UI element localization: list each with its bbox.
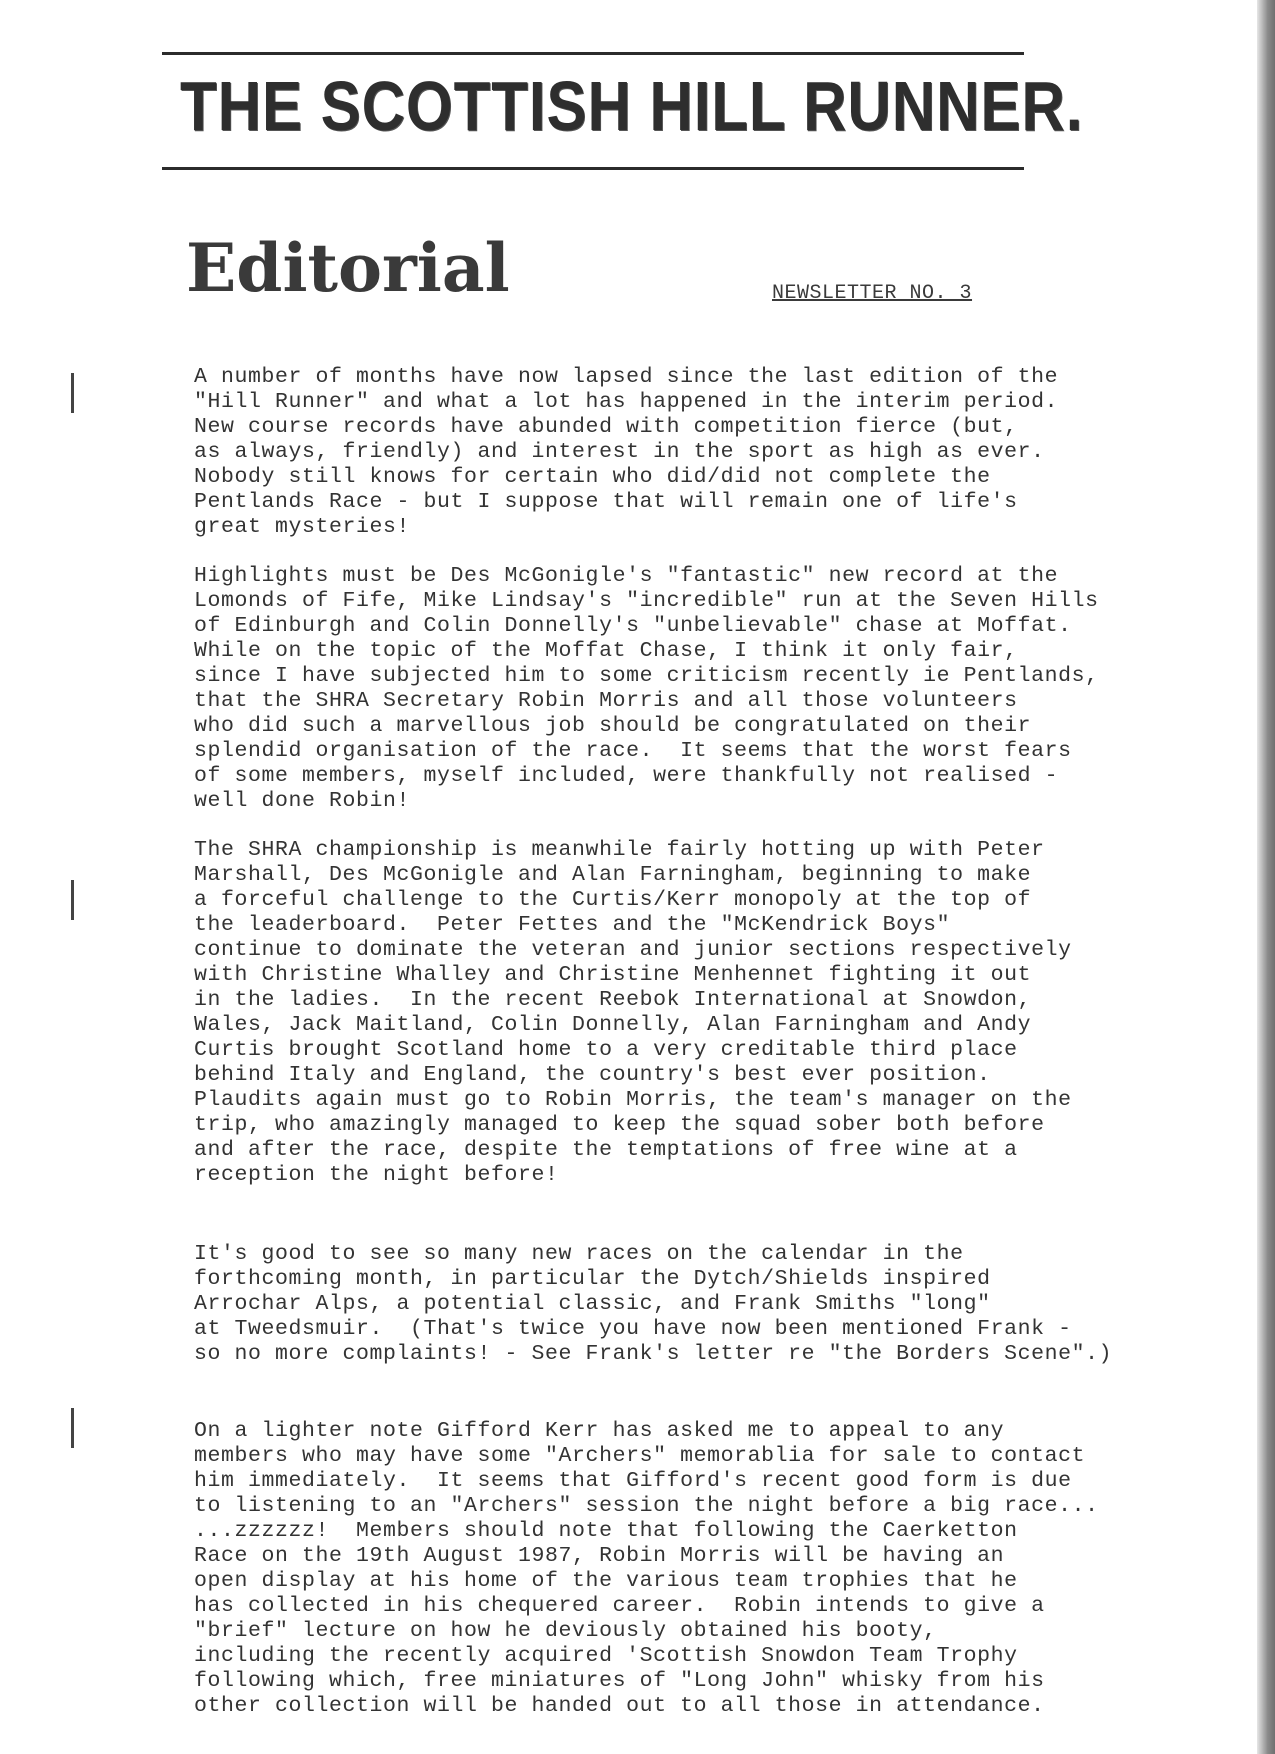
- text-line: well done Robin!: [194, 789, 411, 813]
- text-line: Plaudits again must go to Robin Morris, the team's manager on the: [194, 1088, 1072, 1112]
- text-line: New course records have abunded with competition fierce (but,: [194, 415, 1018, 439]
- text-line: who did such a marvellous job should be congratulated on their: [194, 714, 1032, 738]
- text-line: Curtis brought Scotland home to a very creditable third place: [194, 1038, 1018, 1062]
- text-line: Wales, Jack Maitland, Colin Donnelly, Alan Farningham and Andy: [194, 1013, 1032, 1037]
- text-line: the leaderboard. Peter Fettes and the "McKendrick Boys": [194, 913, 951, 937]
- text-line: that the SHRA Secretary Robin Morris and all those volunteers: [194, 689, 1018, 713]
- text-line: him immediately. It seems that Gifford's recent good form is due: [194, 1469, 1072, 1493]
- margin-mark: [71, 373, 74, 413]
- newsletter-number: NEWSLETTER NO. 3: [772, 282, 973, 305]
- text-line: of Edinburgh and Colin Donnelly's "unbelievable" chase at Moffat.: [194, 614, 1072, 638]
- text-line: since I have subjected him to some criticism recently ie Pentlands,: [194, 664, 1099, 688]
- text-line: A number of months have now lapsed since the last edition of the: [194, 365, 1059, 389]
- text-line: Pentlands Race - but I suppose that will remain one of life's: [194, 490, 1018, 514]
- text-line: so no more complaints! - See Frank's letter re "the Borders Scene".): [194, 1342, 1113, 1366]
- paragraph-lighter-note: [194, 1419, 1099, 1719]
- text-line: trip, who amazingly managed to keep the squad sober both before: [194, 1113, 1045, 1137]
- text-line: "Hill Runner" and what a lot has happened in the interim period.: [194, 390, 1059, 414]
- text-line: splendid organisation of the race. It seems that the worst fears: [194, 739, 1072, 763]
- paragraph-new-races: [194, 1242, 1112, 1367]
- text-line: open display at his home of the various team trophies that he: [194, 1569, 1018, 1593]
- margin-mark: [71, 880, 74, 920]
- text-line: "brief" lecture on how he deviously obtained his booty,: [194, 1619, 937, 1643]
- text-line: Lomonds of Fife, Mike Lindsay's "incredible" run at the Seven Hills: [194, 589, 1099, 613]
- text-line: Highlights must be Des McGonigle's "fantastic" new record at the: [194, 564, 1059, 588]
- text-line: Nobody still knows for certain who did/did not complete the: [194, 465, 991, 489]
- text-line: other collection will be handed out to all those in attendance.: [194, 1694, 1045, 1718]
- text-line: and after the race, despite the temptations of free wine at a: [194, 1138, 1018, 1162]
- masthead-bottom-rule: [162, 167, 1024, 170]
- text-line: of some members, myself included, were thankfully not realised -: [194, 764, 1059, 788]
- paragraph-championship: [194, 838, 1072, 1188]
- text-line: great mysteries!: [194, 515, 411, 539]
- text-line: as always, friendly) and interest in the sport as high as ever.: [194, 440, 1045, 464]
- paragraph-intro: [194, 365, 1058, 540]
- text-line: The SHRA championship is meanwhile fairly hotting up with Peter: [194, 838, 1045, 862]
- text-line: including the recently acquired 'Scottish Snowdon Team Trophy: [194, 1644, 1018, 1668]
- masthead-title: THE SCOTTISH HILL RUNNER.: [180, 67, 1084, 145]
- text-line: behind Italy and England, the country's best ever position.: [194, 1063, 991, 1087]
- text-line: On a lighter note Gifford Kerr has asked me to appeal to any: [194, 1419, 1005, 1443]
- text-line: forthcoming month, in particular the Dytch/Shields inspired: [194, 1267, 991, 1291]
- text-line: While on the topic of the Moffat Chase, I think it only fair,: [194, 639, 1018, 663]
- text-line: a forceful challenge to the Curtis/Kerr monopoly at the top of: [194, 888, 1032, 912]
- text-line: ...zzzzzz! Members should note that following the Caerketton: [194, 1519, 1018, 1543]
- text-line: following which, free miniatures of "Long John" whisky from his: [194, 1669, 1045, 1693]
- text-line: Arrochar Alps, a potential classic, and Frank Smiths "long": [194, 1292, 991, 1316]
- text-line: It's good to see so many new races on the calendar in the: [194, 1242, 964, 1266]
- page-edge-shadow: [1257, 0, 1275, 1754]
- text-line: has collected in his chequered career. Robin intends to give a: [194, 1594, 1045, 1618]
- margin-mark: [71, 1408, 74, 1448]
- text-line: at Tweedsmuir. (That's twice you have now been mentioned Frank -: [194, 1317, 1072, 1341]
- text-line: in the ladies. In the recent Reebok International at Snowdon,: [194, 988, 1032, 1012]
- text-line: to listening to an "Archers" session the night before a big race...: [194, 1494, 1099, 1518]
- text-line: Race on the 19th August 1987, Robin Morris will be having an: [194, 1544, 1005, 1568]
- text-line: reception the night before!: [194, 1163, 559, 1187]
- text-line: Marshall, Des McGonigle and Alan Farningham, beginning to make: [194, 863, 1032, 887]
- section-title: Editorial: [186, 229, 510, 307]
- paragraph-highlights: [194, 564, 1099, 814]
- text-line: continue to dominate the veteran and junior sections respectively: [194, 938, 1072, 962]
- text-line: with Christine Whalley and Christine Menhennet fighting it out: [194, 963, 1032, 987]
- text-line: members who may have some "Archers" memorablia for sale to contact: [194, 1444, 1086, 1468]
- masthead-top-rule: [162, 52, 1024, 55]
